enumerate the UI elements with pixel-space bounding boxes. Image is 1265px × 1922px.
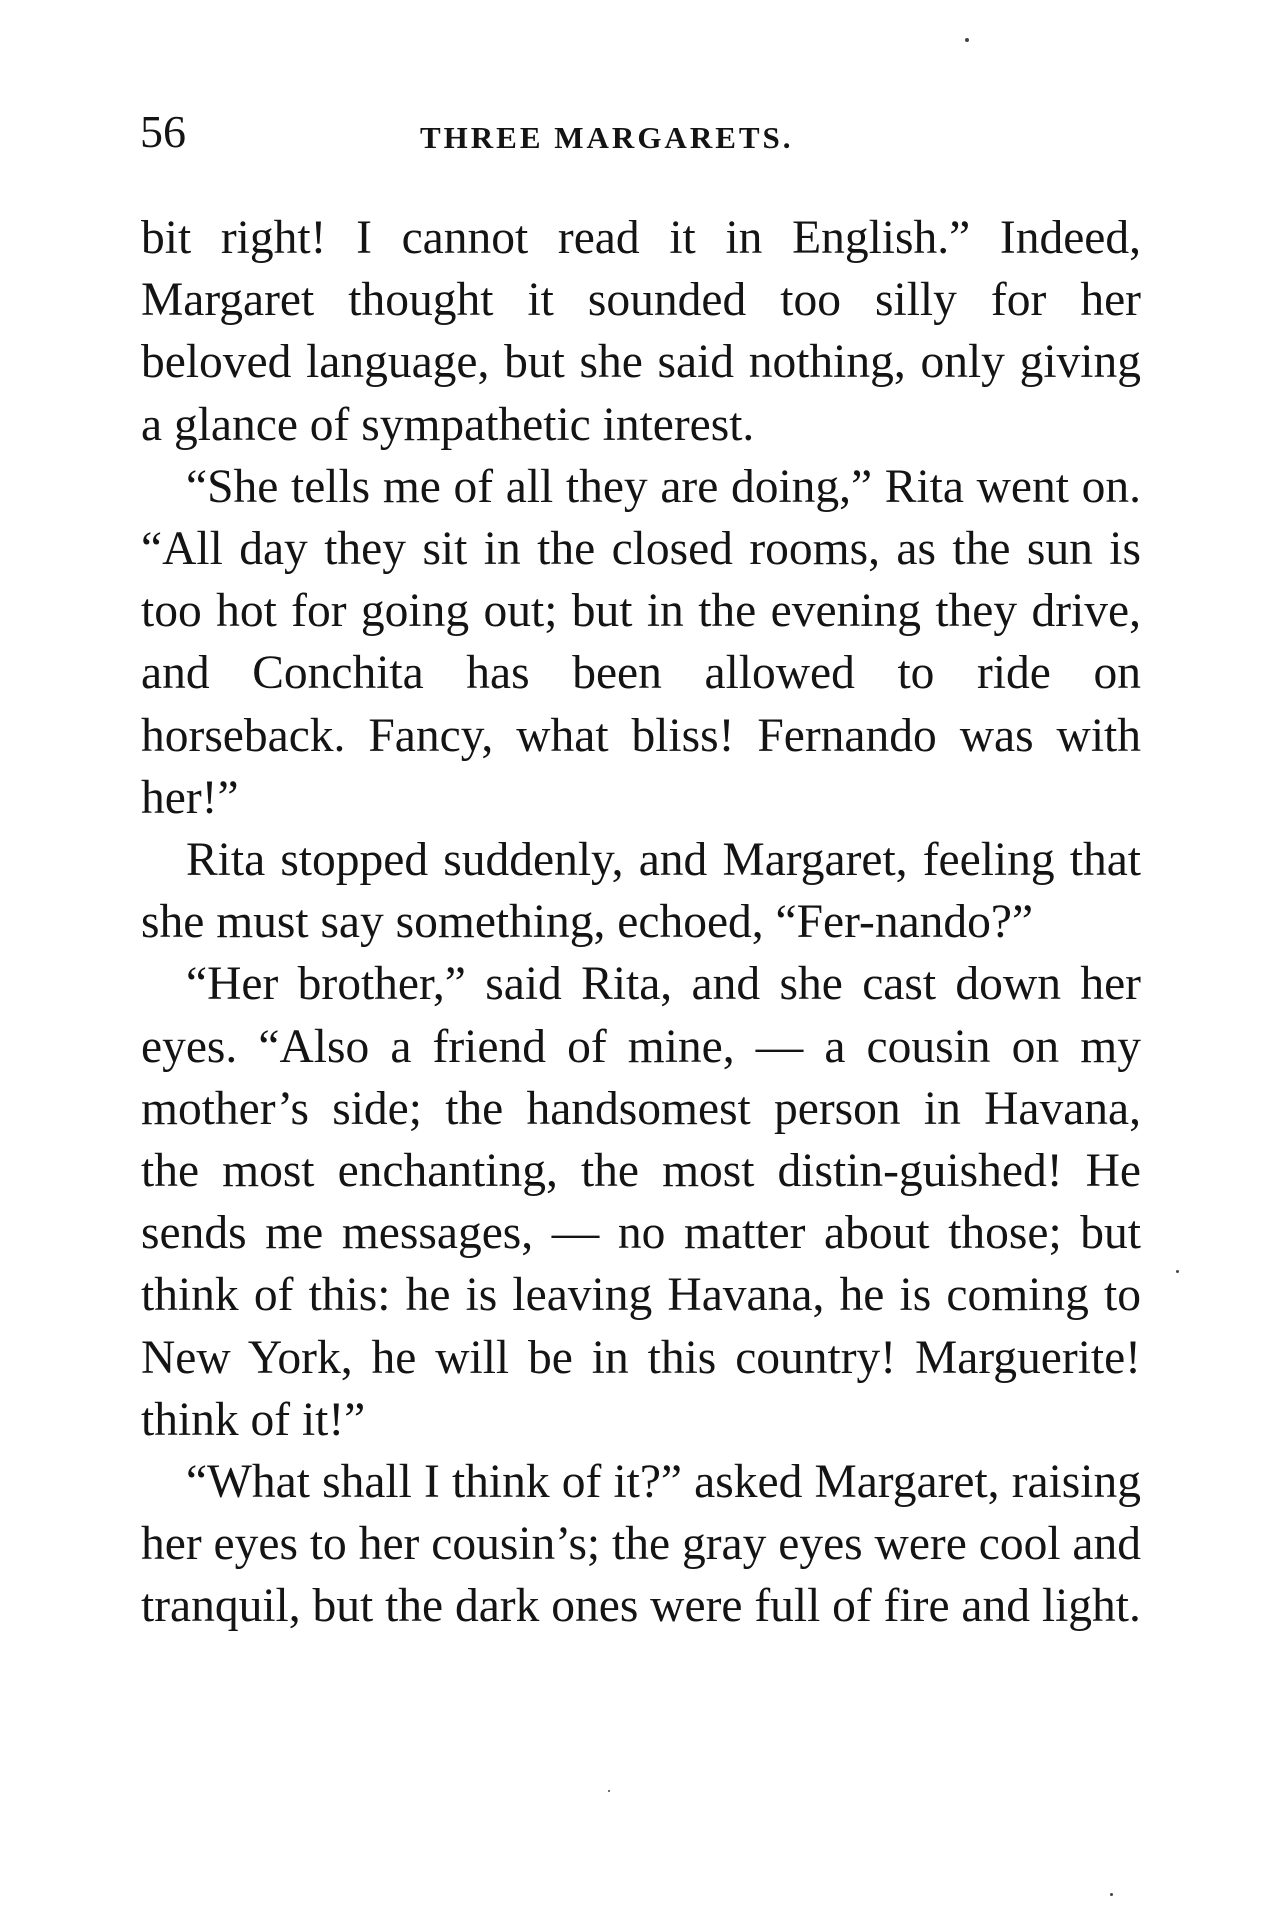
paragraph-3: Rita stopped suddenly, and Margaret, feeling that she must say something, echoed, “Fer-nando?” (141, 834, 1141, 949)
paragraph-5: “What shall I think of it?” asked Margaret, raising her eyes to her cousin’s; the gray eyes were cool and tranquil, but the dark ones were full of fire and light. (141, 1456, 1141, 1633)
paragraph-1: bit right! I cannot read it in English.” Indeed, Margaret thought it sounded too silly for her beloved language, but she said nothing, only giving a glance of sympathetic interest. (141, 212, 1141, 451)
running-head (140, 102, 1140, 162)
paper-speck (1176, 1270, 1179, 1273)
page-number: 56 (140, 106, 186, 157)
paper-speck (1110, 1893, 1113, 1896)
paper-speck (965, 38, 969, 42)
paragraph-2: “She tells me of all they are doing,” Rita went on. “All day they sit in the closed rooms, as the sun is too hot for going out; but in the evening they drive, and Conchita has been allowed to ride on horseback. Fancy, what bliss! Fernando was with her!” (141, 460, 1141, 824)
paper-speck (608, 1790, 610, 1792)
body-text (141, 207, 1141, 1638)
running-title: THREE MARGARETS. (420, 120, 794, 155)
paragraph-4: “Her brother,” said Rita, and she cast down her eyes. “Also a friend of mine, — a cousin on my mother’s side; the handsomest person in Havana, the most enchanting, the most distin-guished! He sends me messages, — no matter about those; but think of this: he is leaving Havana, he is coming to New York, he will be in this country! Marguerite! think of it!” (141, 958, 1141, 1446)
